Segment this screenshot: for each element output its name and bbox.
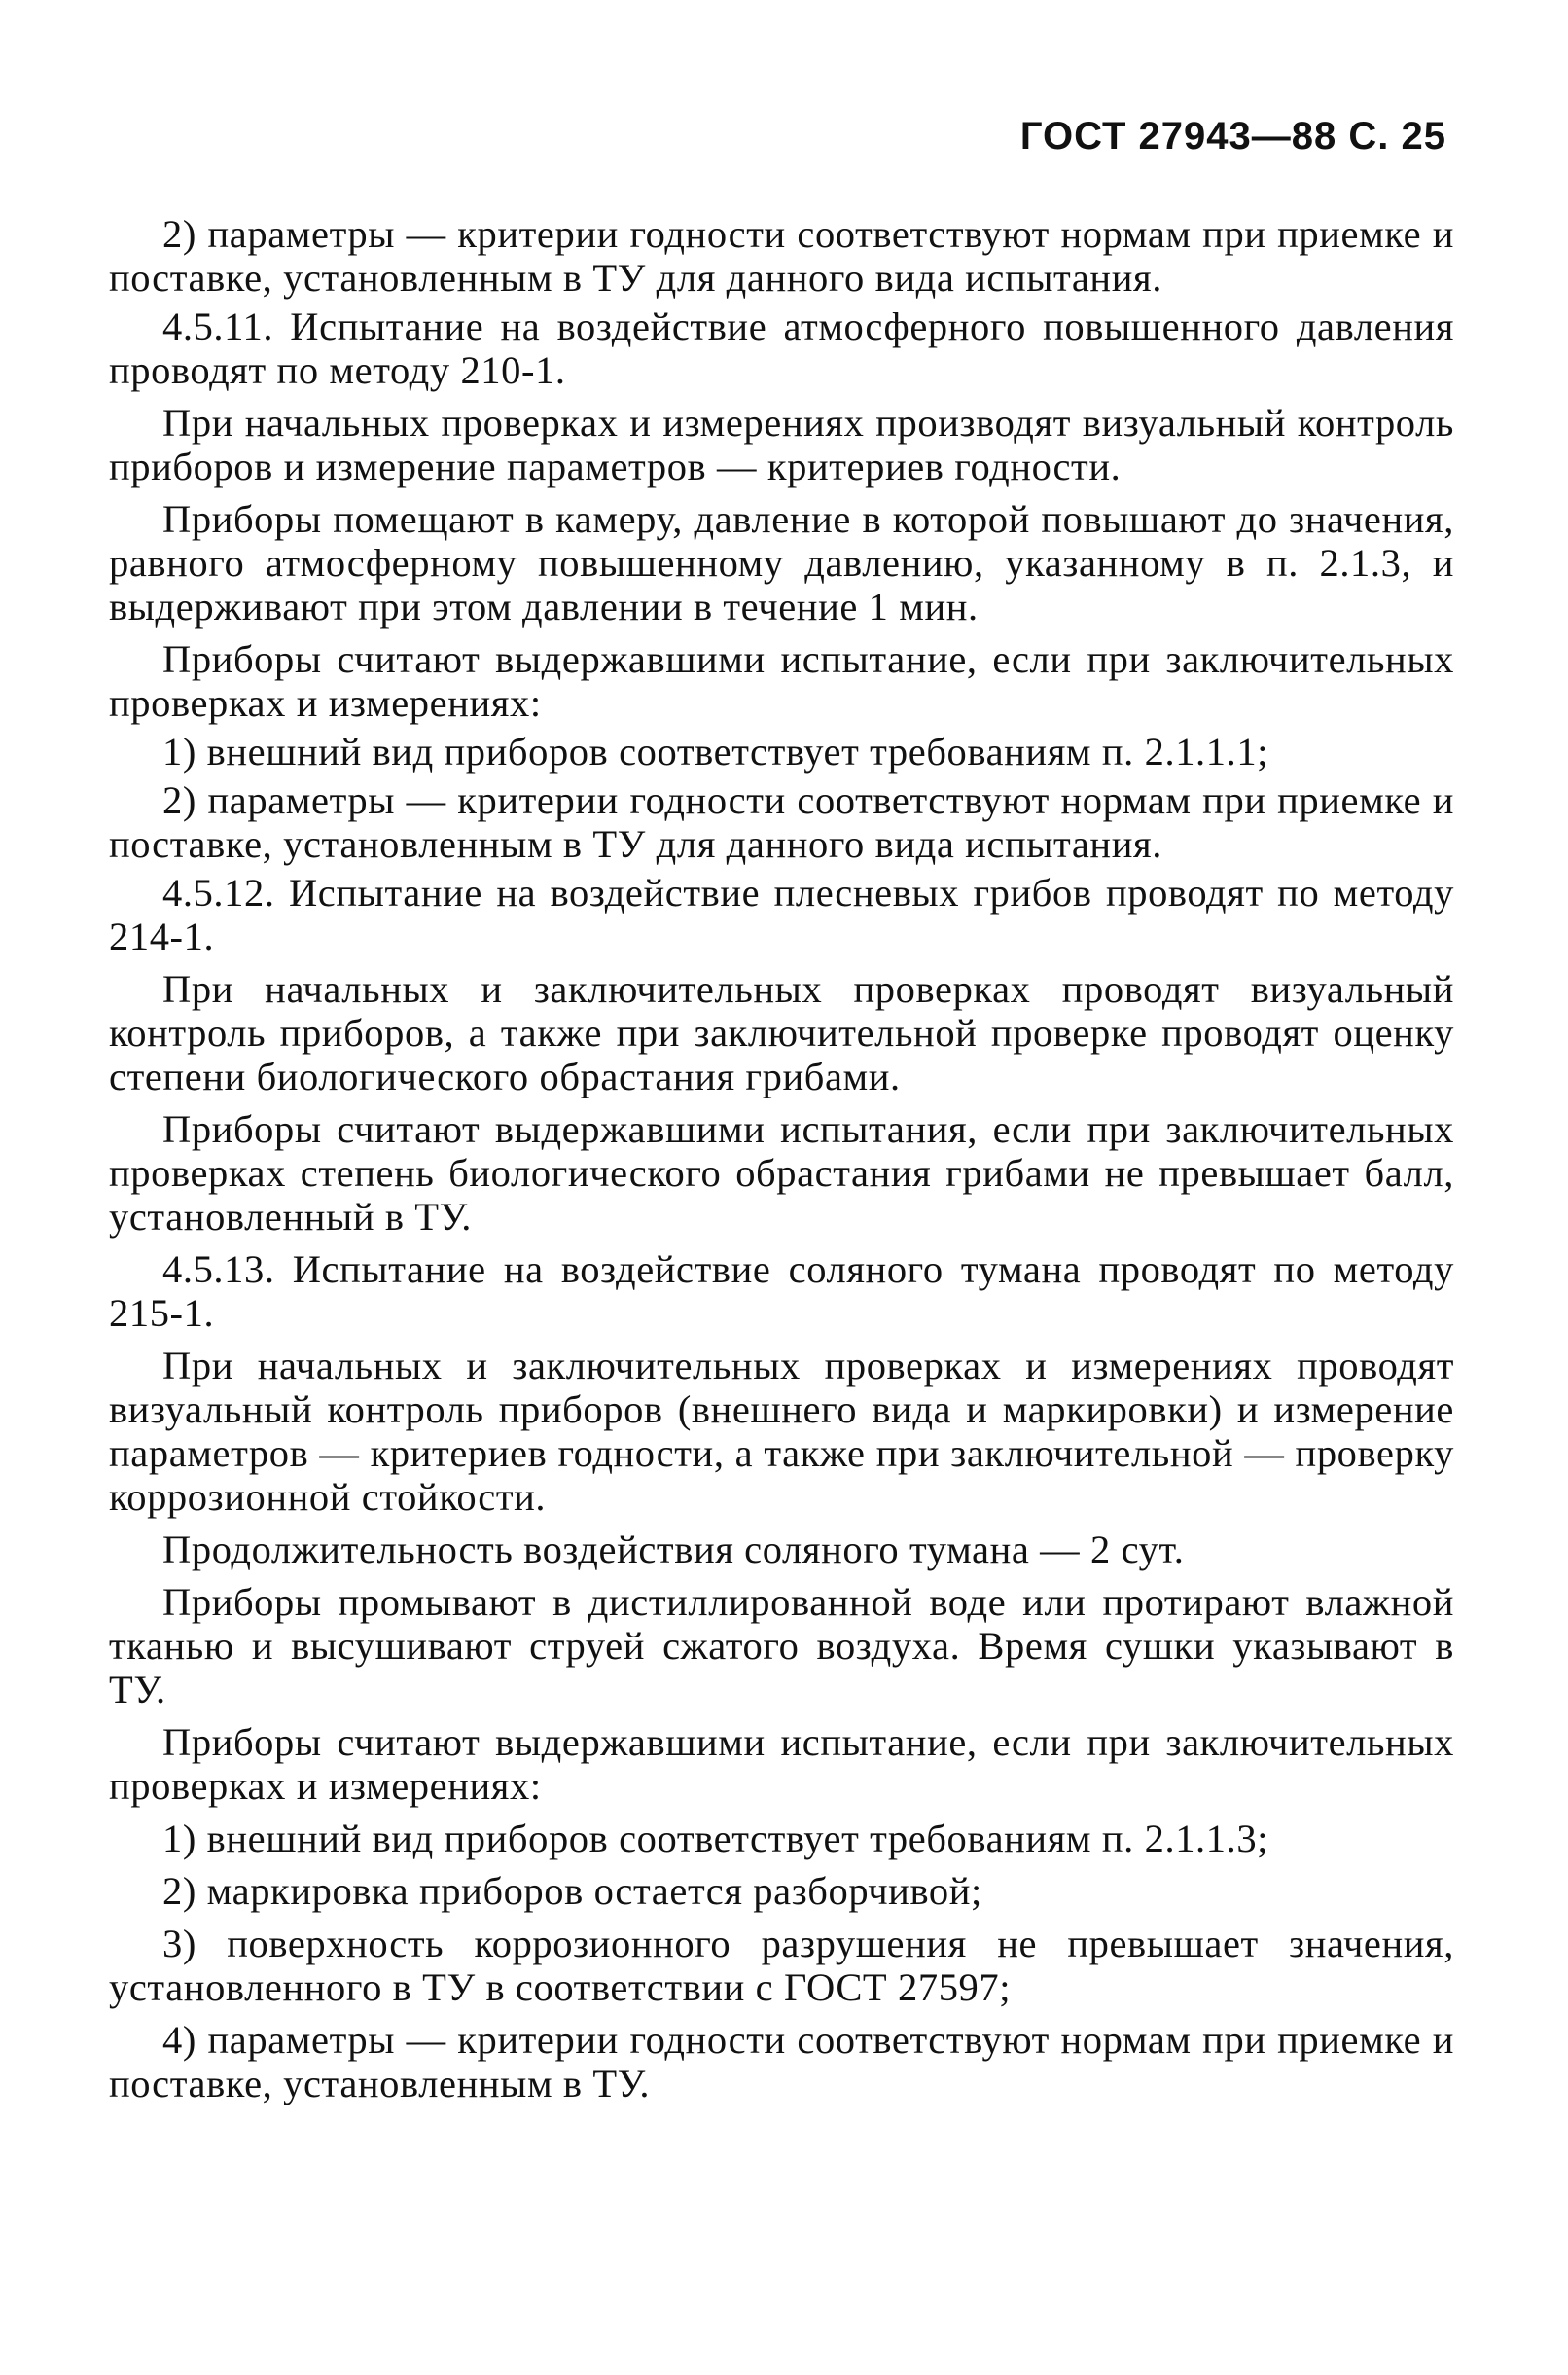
paragraph: При начальных и заключительных проверках проводят визуальный контроль приборов, а также при заключительной проверке проводят оценку степени биологического обрастания грибами. xyxy=(109,967,1454,1098)
document-body xyxy=(109,212,1454,2110)
paragraph: Приборы считают выдержавшими испытание, если при заключительных проверках и измерениях: xyxy=(109,1720,1454,1808)
list-item: 4) параметры — критерии годности соответствуют нормам при приемке и поставке, установленным в ТУ. xyxy=(109,2018,1454,2105)
list-item: 2) параметры — критерии годности соответствуют нормам при приемке и поставке, установленным в ТУ для данного вида испытания. xyxy=(109,778,1454,866)
section-heading-4-5-11: 4.5.11. Испытание на воздействие атмосферного повышенного давления проводят по методу 210-1. xyxy=(109,305,1454,392)
paragraph: При начальных и заключительных проверках и измерениях проводят визуальный контроль приборов (внешнего вида и маркировки) и измерение параметров — критериев годности, а также при заключительной — проверку коррозионной стойкости. xyxy=(109,1344,1454,1519)
page-header: ГОСТ 27943—88 С. 25 xyxy=(1019,115,1446,158)
list-item: 1) внешний вид приборов соответствует требованиям п. 2.1.1.3; xyxy=(162,1817,1269,1860)
paragraph: Приборы считают выдержавшими испытания, если при заключительных проверках степень биологического обрастания грибами не превышает балл, установленный в ТУ. xyxy=(109,1107,1454,1239)
paragraph: Продолжительность воздействия соляного тумана — 2 сут. xyxy=(162,1528,1185,1571)
section-heading-4-5-13: 4.5.13. Испытание на воздействие соляного тумана проводят по методу 215-1. xyxy=(109,1247,1454,1335)
list-item: 2) маркировка приборов остается разборчивой; xyxy=(162,1869,982,1913)
paragraph: При начальных проверках и измерениях производят визуальный контроль приборов и измерение параметров — критериев годности. xyxy=(109,401,1454,488)
paragraph: Приборы считают выдержавшими испытание, если при заключительных проверках и измерениях: xyxy=(109,637,1454,725)
list-item: 1) внешний вид приборов соответствует требованиям п. 2.1.1.1; xyxy=(162,730,1269,774)
list-item: 3) поверхность коррозионного разрушения не превышает значения, установленного в ТУ в соответствии с ГОСТ 27597; xyxy=(109,1922,1454,2009)
paragraph: Приборы промывают в дистиллированной воде или протирают влажной тканью и высушивают струей сжатого воздуха. Время сушки указывают в ТУ. xyxy=(109,1580,1454,1711)
paragraph: Приборы помещают в камеру, давление в которой повышают до значения, равного атмосферному повышенному давлению, указанному в п. 2.1.3, и выдерживают при этом давлении в течение 1 мин. xyxy=(109,497,1454,629)
section-heading-4-5-12: 4.5.12. Испытание на воздействие плесневых грибов проводят по методу 214-1. xyxy=(109,871,1454,958)
paragraph: 2) параметры — критерии годности соответствуют нормам при приемке и поставке, установленным в ТУ для данного вида испытания. xyxy=(109,212,1454,300)
